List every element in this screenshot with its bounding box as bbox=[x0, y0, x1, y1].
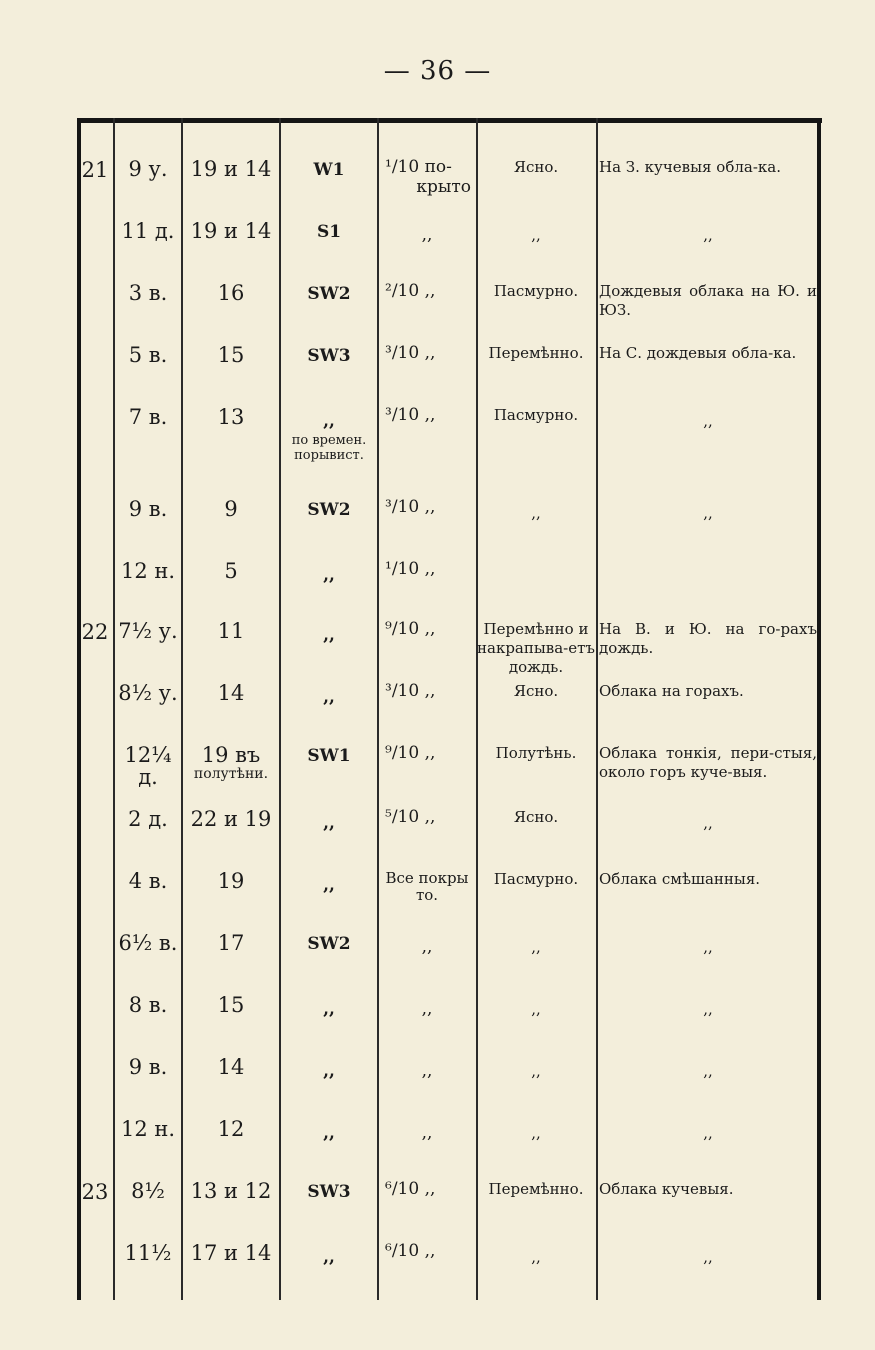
temperature-cell bbox=[183, 744, 279, 782]
wind-cell: ,, bbox=[323, 1247, 335, 1267]
wind-cell: SW3 bbox=[307, 346, 351, 366]
cloud-cover-cell: ³/10 ,, bbox=[385, 405, 436, 425]
note-cell: ,, bbox=[703, 938, 713, 956]
note-cell: Облака на горахъ. bbox=[599, 682, 744, 700]
temperature-cell: 13 bbox=[217, 405, 245, 429]
weather-cell: Ясно. bbox=[513, 808, 559, 826]
note-cell: ,, bbox=[703, 1124, 713, 1142]
weather-cell: ,, bbox=[531, 1062, 541, 1080]
temperature-text: 19 въ bbox=[201, 743, 261, 767]
cloud-cover-cell: ⁶/10 ,, bbox=[385, 1241, 436, 1261]
note-cell: Облака смѣшанныя. bbox=[599, 870, 761, 888]
wind-cell: SW2 bbox=[307, 284, 351, 304]
wind-cell: ,, bbox=[323, 687, 335, 707]
temperature-cell: 12 bbox=[217, 1117, 245, 1141]
hour-cell: 5 в. bbox=[128, 343, 168, 367]
hour-cell: 9 у. bbox=[128, 157, 168, 181]
wind-cell: ,, bbox=[323, 625, 335, 645]
hour-cell: 12 н. bbox=[120, 1117, 176, 1141]
note-cell: ,, bbox=[703, 226, 713, 244]
hour-cell: 9 в. bbox=[128, 1055, 168, 1079]
hour-cell: 8 в. bbox=[128, 993, 168, 1017]
wind-cell bbox=[281, 412, 377, 464]
weather-cell: Ясно. bbox=[513, 682, 559, 700]
weather-cell: Перемѣнно. bbox=[488, 1180, 584, 1198]
cloud-cover-cell: ,, bbox=[421, 1061, 433, 1081]
column-rule bbox=[817, 118, 821, 1300]
cloud-cover-cell: ⁹/10 ,, bbox=[385, 743, 436, 763]
cloud-cover-cell: ,, bbox=[421, 1123, 433, 1143]
note-cell: ,, bbox=[703, 1000, 713, 1018]
temperature-cell: 14 bbox=[217, 681, 245, 705]
wind-cell: SW1 bbox=[307, 746, 351, 766]
hour-cell: 2 д. bbox=[128, 807, 168, 831]
cloud-cover-cell: ,, bbox=[421, 999, 433, 1019]
temperature-cell: 15 bbox=[217, 343, 245, 367]
wind-cell: ,, bbox=[323, 813, 335, 833]
hour-cell: 12¼ д. bbox=[124, 743, 172, 790]
hour-cell: 7½ у. bbox=[118, 619, 178, 643]
temperature-cell: 11 bbox=[217, 619, 245, 643]
hour-cell: 3 в. bbox=[128, 281, 168, 305]
hour-cell: 4 в. bbox=[128, 869, 168, 893]
weather-cell: Пасмурно. bbox=[493, 870, 579, 888]
weather-cell: Пасмурно. bbox=[493, 282, 579, 300]
cloud-cover-cell: ⁵/10 ,, bbox=[385, 807, 436, 827]
note-cell: ,, bbox=[703, 1062, 713, 1080]
wind-cell: SW2 bbox=[307, 934, 351, 954]
cloud-cover-text: ¹/10 по- bbox=[385, 157, 452, 177]
temperature-cell: 15 bbox=[217, 993, 245, 1017]
weather-cell: ,, bbox=[531, 226, 541, 244]
weather-cell: ,, bbox=[531, 504, 541, 522]
temperature-cell: 16 bbox=[217, 281, 245, 305]
temperature-cell: 14 bbox=[217, 1055, 245, 1079]
note-cell: ,, bbox=[703, 814, 713, 832]
page-number: — 36 — bbox=[383, 56, 492, 86]
note-cell: ,, bbox=[703, 504, 713, 522]
hour-cell: 12 н. bbox=[120, 559, 176, 583]
wind-cell: SW2 bbox=[307, 500, 351, 520]
wind-cell: ,, bbox=[323, 565, 335, 585]
wind-cell: ,, bbox=[323, 1123, 335, 1143]
cloud-cover-cell: ⁶/10 ,, bbox=[385, 1179, 436, 1199]
temperature-cell: 13 и 12 bbox=[190, 1179, 272, 1203]
wind-text: ,, bbox=[323, 411, 335, 431]
column-rule bbox=[596, 118, 598, 1300]
weather-table bbox=[77, 118, 822, 1298]
weather-cell: Перемѣнно. bbox=[488, 344, 584, 362]
day-cell: 23 bbox=[81, 1180, 109, 1204]
weather-cell: ,, bbox=[531, 1248, 541, 1266]
temperature-cell: 9 bbox=[224, 497, 238, 521]
weather-cell: ,, bbox=[531, 1000, 541, 1018]
weather-cell: Полутѣнь. bbox=[495, 744, 577, 762]
note-cell: Облака тонкія, пери-стыя, около горъ куче-выя. bbox=[599, 744, 817, 781]
hour-cell: 11 д. bbox=[121, 219, 175, 243]
hour-cell: 8½ у. bbox=[118, 681, 178, 705]
day-cell: 21 bbox=[81, 158, 109, 182]
note-cell: Облака кучевыя. bbox=[599, 1180, 734, 1198]
hour-cell: 6½ в. bbox=[118, 931, 178, 955]
wind-cell: S1 bbox=[316, 222, 342, 242]
hour-cell: 7 в. bbox=[128, 405, 168, 429]
temperature-cell: 19 bbox=[217, 869, 245, 893]
temperature-cell: 17 bbox=[217, 931, 245, 955]
table-top-rule bbox=[77, 118, 822, 123]
temperature-note: полутѣни. bbox=[193, 766, 269, 783]
hour-cell: 9 в. bbox=[128, 497, 168, 521]
temperature-cell: 19 и 14 bbox=[190, 157, 272, 181]
weather-cell: ,, bbox=[531, 1124, 541, 1142]
weather-cell: Пасмурно. bbox=[493, 406, 579, 424]
note-cell: На В. и Ю. на го-рахъ дождь. bbox=[599, 620, 817, 657]
cloud-cover-cell: ⁹/10 ,, bbox=[385, 619, 436, 639]
wind-note: по времен. порывист. bbox=[291, 432, 367, 464]
cloud-cover-cell: Все покры то. bbox=[385, 869, 469, 905]
wind-cell: ,, bbox=[323, 1061, 335, 1081]
cloud-cover-cell: ,, bbox=[421, 937, 433, 957]
note-cell: На З. кучевыя обла-ка. bbox=[599, 158, 781, 176]
hour-cell: 11½ bbox=[124, 1241, 172, 1265]
cloud-cover-cell: ³/10 ,, bbox=[385, 497, 436, 517]
day-cell: 22 bbox=[81, 620, 109, 644]
weather-cell: Перемѣнно и накрапыва-етъ дождь. bbox=[477, 620, 595, 676]
note-cell: Дождевыя облака на Ю. и ЮЗ. bbox=[599, 282, 817, 319]
note-cell: ,, bbox=[703, 412, 713, 430]
column-rule bbox=[77, 118, 81, 1300]
wind-cell: SW3 bbox=[307, 1182, 351, 1202]
cloud-cover-cell bbox=[379, 158, 475, 197]
temperature-cell: 19 и 14 bbox=[190, 219, 272, 243]
cloud-cover-cell: ³/10 ,, bbox=[385, 681, 436, 701]
wind-cell: ,, bbox=[323, 999, 335, 1019]
cloud-cover-cell: ,, bbox=[421, 225, 433, 245]
cloud-cover-text: крыто bbox=[416, 176, 471, 197]
cloud-cover-cell: ²/10 ,, bbox=[385, 281, 436, 301]
weather-cell: ,, bbox=[531, 938, 541, 956]
note-cell: На С. дождевыя обла-ка. bbox=[599, 344, 797, 362]
cloud-cover-cell: ¹/10 ,, bbox=[385, 559, 436, 579]
temperature-cell: 17 и 14 bbox=[190, 1241, 272, 1265]
temperature-cell: 5 bbox=[224, 559, 238, 583]
wind-cell: ,, bbox=[323, 875, 335, 895]
temperature-cell: 22 и 19 bbox=[190, 807, 272, 831]
hour-cell: 8½ bbox=[131, 1179, 165, 1203]
weather-cell: Ясно. bbox=[513, 158, 559, 176]
wind-cell: W1 bbox=[313, 160, 345, 180]
note-cell: ,, bbox=[703, 1248, 713, 1266]
cloud-cover-cell: ³/10 ,, bbox=[385, 343, 436, 363]
